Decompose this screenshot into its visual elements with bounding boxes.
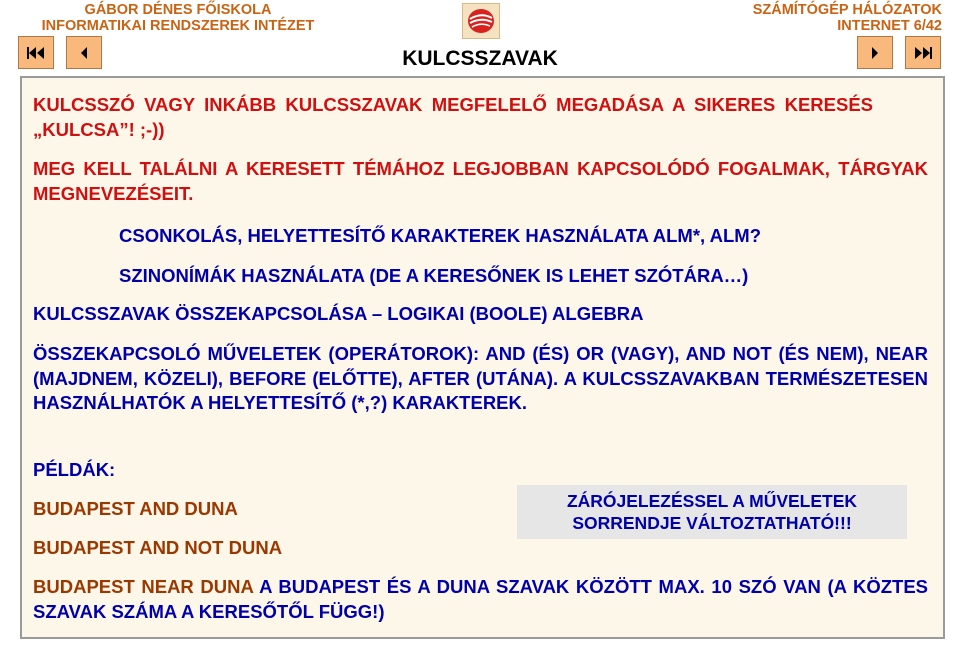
previous-slide-button[interactable] xyxy=(66,36,102,69)
parentheses-note-text: ZÁRÓJELEZÉSSEL A MŰVELETEK SORRENDJE VÁLTOZTATHATÓ!!! xyxy=(566,491,858,533)
near-example-rest: A BUDAPEST ÉS A DUNA SZAVAK KÖZÖTT MAX. 10 SZÓ VAN (A KÖZTES SZAVAK SZÁMA A KERESŐTŐL FÜGG!) xyxy=(33,576,928,622)
example-and: BUDAPEST AND DUNA xyxy=(33,498,238,519)
institution-header xyxy=(22,2,334,34)
course-header xyxy=(753,2,942,34)
slide-number: INTERNET 6/42 xyxy=(837,18,942,34)
triangle-left-icon xyxy=(78,46,90,60)
last-slide-button[interactable] xyxy=(905,36,941,69)
truncation-text: CSONKOLÁS, HELYETTESÍTŐ KARAKTEREK HASZNÁLATA ALM*, ALM? xyxy=(119,225,762,246)
skip-back-icon xyxy=(26,46,46,60)
institution-name: GÁBOR DÉNES FŐISKOLA xyxy=(84,2,272,18)
triangle-right-icon xyxy=(869,46,881,60)
page-title: KULCSSZAVAK xyxy=(402,47,558,70)
operators-text: ÖSSZEKAPCSOLÓ MŰVELETEK (OPERÁTOROK): AND (ÉS) OR (VAGY), AND NOT (ÉS NEM), NEAR (MAJDNEM, KÖZELI), BEFORE (ELŐTTE), AFTER (UTÁNA). A KULCSSZAVAKBAN TERMÉSZETESEN HASZNÁLHATÓK A HELYETTESÍTŐ (*,?) KARAKTEREK. xyxy=(33,343,928,414)
department-name: INFORMATIKAI RENDSZEREK INTÉZET xyxy=(41,18,315,34)
college-logo-icon xyxy=(462,3,500,39)
find-concepts-text: MEG KELL TALÁLNI A KERESETT TÉMÁHOZ LEGJOBBAN KAPCSOLÓDÓ FOGALMAK, TÁRGYAK MEGNEVEZÉSEIT. xyxy=(33,158,928,204)
example-and-not: BUDAPEST AND NOT DUNA xyxy=(33,537,283,558)
first-slide-button[interactable] xyxy=(18,36,54,69)
parentheses-note xyxy=(517,485,907,539)
intro-text: KULCSSZÓ VAGY INKÁBB KULCSSZAVAK MEGFELELŐ MEGADÁSA A SIKERES KERESÉS „KULCSA”! ;-)) xyxy=(33,94,873,140)
next-slide-button[interactable] xyxy=(857,36,893,69)
synonyms-text: SZINONÍMÁK HASZNÁLATA (DE A KERESŐNEK IS LEHET SZÓTÁRA…) xyxy=(119,265,749,286)
examples-label: PÉLDÁK: xyxy=(33,459,116,480)
skip-forward-icon xyxy=(913,46,933,60)
boolean-text: KULCSSZAVAK ÖSSZEKAPCSOLÁSA – LOGIKAI (BOOLE) ALGEBRA xyxy=(33,303,644,324)
near-example-highlight: BUDAPEST NEAR DUNA xyxy=(33,576,254,597)
near-example-text xyxy=(33,575,928,624)
course-name: SZÁMÍTÓGÉP HÁLÓZATOK xyxy=(752,2,942,18)
